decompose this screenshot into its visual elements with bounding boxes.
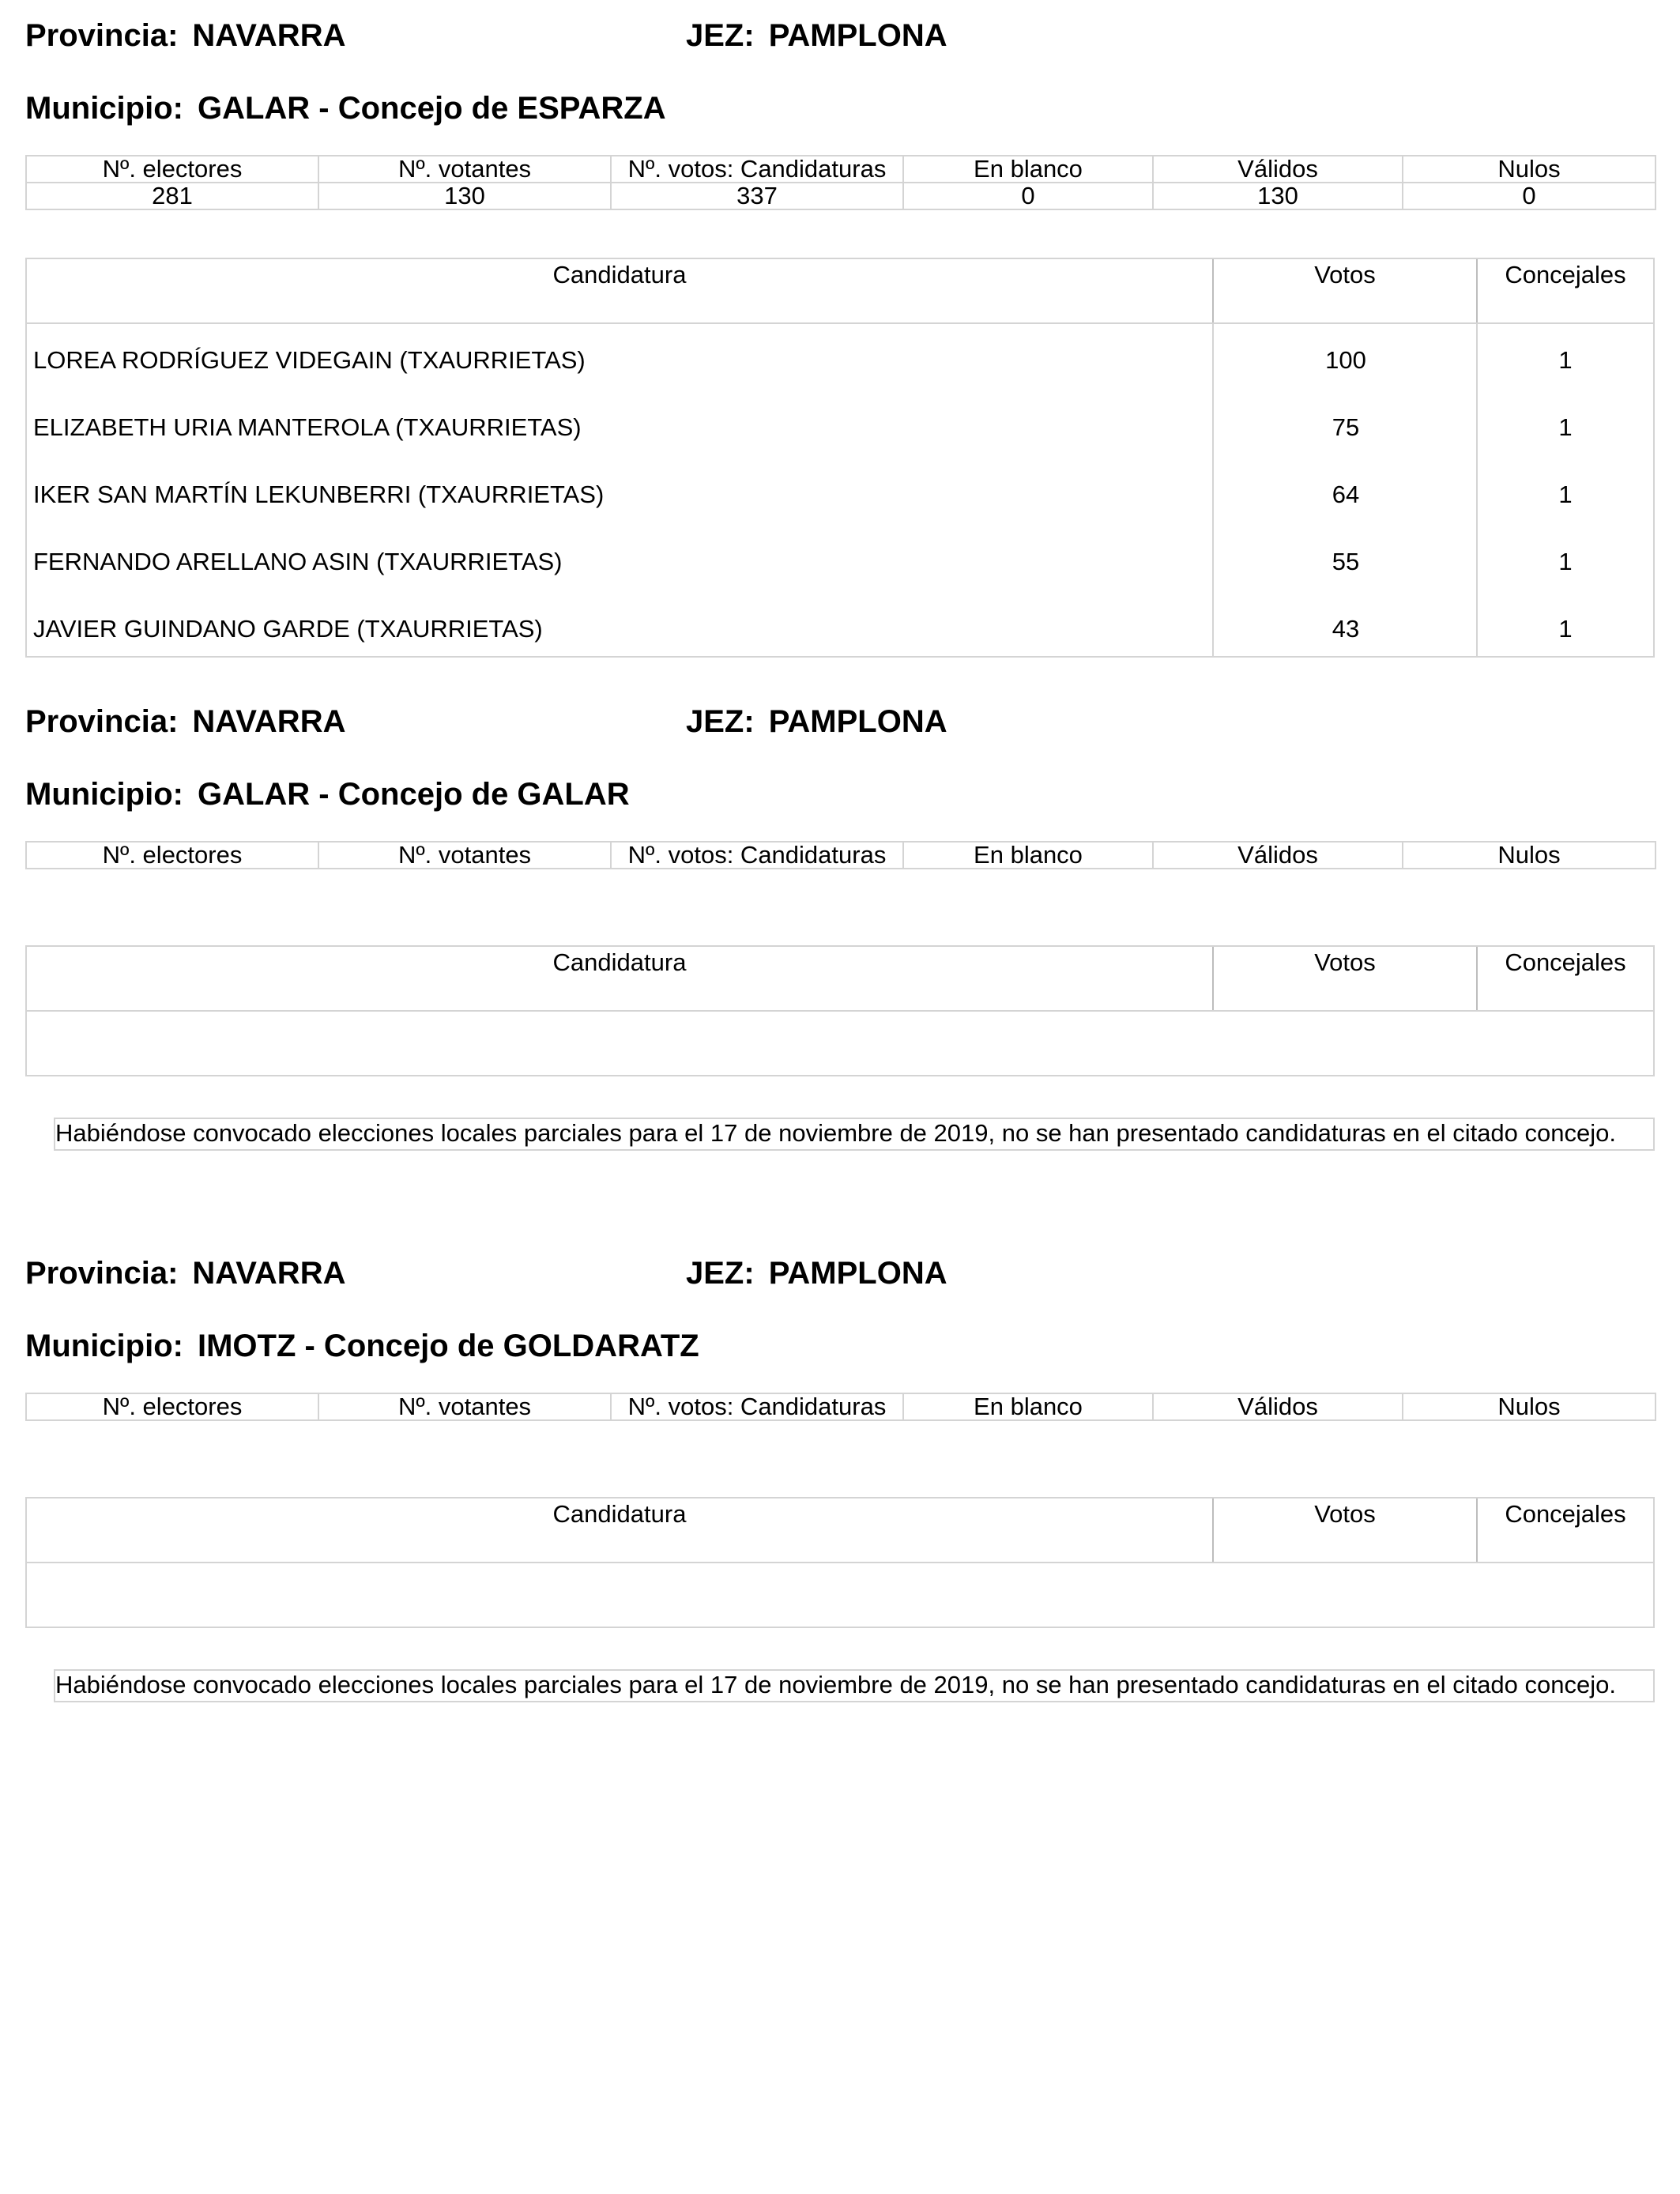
provincia-line <box>25 1253 345 1293</box>
stat-value-votantes: 130 <box>318 183 611 209</box>
candidate-councillors: 1 <box>1558 346 1573 374</box>
candidates-table <box>25 1497 1655 1628</box>
stat-header-validos: Válidos <box>1153 842 1403 869</box>
concejales-header: Concejales <box>1505 948 1626 976</box>
votos-header: Votos <box>1214 1498 1478 1562</box>
no-candidates-note: Habiéndose convocado elecciones locales parciales para el 17 de noviembre de 2019, no se han presentado candidaturas en el citado concejo. <box>54 1669 1655 1702</box>
stat-header-en-blanco: En blanco <box>903 842 1153 869</box>
stat-value-nulos: 0 <box>1403 183 1656 209</box>
section-header <box>25 1253 1655 1293</box>
section-esparza <box>25 16 1655 658</box>
stats-header-row <box>26 1393 1656 1420</box>
candidate-name: LOREA RODRÍGUEZ VIDEGAIN (TXAURRIETAS) <box>33 346 586 374</box>
candidate-councillors: 1 <box>1558 615 1573 643</box>
candidate-row <box>27 526 1653 593</box>
candidates-body-empty <box>27 1012 1653 1076</box>
municipio-label: Municipio: <box>25 1329 183 1363</box>
stats-table <box>25 155 1656 210</box>
provincia-label: Provincia: <box>25 18 179 53</box>
candidate-councillors: 1 <box>1558 548 1573 575</box>
municipio-value: GALAR - Concejo de ESPARZA <box>197 91 666 126</box>
jez-value: PAMPLONA <box>768 18 947 53</box>
stat-header-nulos: Nulos <box>1403 1393 1656 1420</box>
candidate-votes: 64 <box>1332 481 1360 508</box>
jez-label: JEZ: <box>686 18 755 53</box>
no-candidates-note: Habiéndose convocado elecciones locales parciales para el 17 de noviembre de 2019, no se han presentado candidaturas en el citado concejo. <box>54 1118 1655 1151</box>
municipio-label: Municipio: <box>25 777 183 812</box>
candidate-row <box>27 324 1653 391</box>
provincia-label: Provincia: <box>25 1256 179 1291</box>
candidate-row <box>27 458 1653 526</box>
candidate-councillors: 1 <box>1558 481 1573 508</box>
candidate-votes: 75 <box>1332 413 1360 441</box>
stat-header-validos: Válidos <box>1153 156 1403 183</box>
candidate-row <box>27 391 1653 458</box>
stat-header-votantes: Nº. votantes <box>318 156 611 183</box>
stat-header-electores: Nº. electores <box>26 1393 318 1420</box>
candidate-name: FERNANDO ARELLANO ASIN (TXAURRIETAS) <box>33 548 563 575</box>
stat-header-electores: Nº. electores <box>26 842 318 869</box>
stat-value-en-blanco: 0 <box>903 183 1153 209</box>
concejales-header: Concejales <box>1505 261 1626 288</box>
candidate-name: JAVIER GUINDANO GARDE (TXAURRIETAS) <box>33 615 543 643</box>
candidate-name: ELIZABETH URIA MANTEROLA (TXAURRIETAS) <box>33 413 582 441</box>
municipio-label: Municipio: <box>25 91 183 126</box>
stat-header-validos: Válidos <box>1153 1393 1403 1420</box>
stat-value-validos: 130 <box>1153 183 1403 209</box>
concejales-header: Concejales <box>1505 1500 1626 1528</box>
municipio-line <box>25 775 630 814</box>
jez-label: JEZ: <box>686 1256 755 1291</box>
provincia-label: Provincia: <box>25 704 179 739</box>
section-header <box>25 16 1655 55</box>
jez-value: PAMPLONA <box>768 704 947 739</box>
candidate-votes: 55 <box>1332 548 1360 575</box>
votos-header: Votos <box>1214 259 1478 322</box>
stats-table <box>25 841 1656 869</box>
jez-line <box>686 1253 947 1293</box>
stat-header-votos-candidaturas: Nº. votos: Candidaturas <box>611 156 903 183</box>
candidatura-header: Candidatura <box>27 259 1214 322</box>
stats-header-row <box>26 156 1656 183</box>
stat-header-votos-candidaturas: Nº. votos: Candidaturas <box>611 1393 903 1420</box>
votos-header: Votos <box>1214 947 1478 1010</box>
municipio-line <box>25 1326 699 1366</box>
jez-label: JEZ: <box>686 704 755 739</box>
jez-value: PAMPLONA <box>768 1256 947 1291</box>
stat-header-nulos: Nulos <box>1403 842 1656 869</box>
stats-header-row <box>26 842 1656 869</box>
candidates-table <box>25 258 1655 658</box>
candidatura-header: Candidatura <box>27 1498 1214 1562</box>
candidate-votes: 100 <box>1325 346 1366 374</box>
provincia-value: NAVARRA <box>192 704 346 739</box>
stat-header-en-blanco: En blanco <box>903 1393 1153 1420</box>
jez-line <box>686 16 947 55</box>
section-header <box>25 702 1655 741</box>
stat-header-votos-candidaturas: Nº. votos: Candidaturas <box>611 842 903 869</box>
candidate-votes: 43 <box>1332 615 1360 643</box>
stat-value-electores: 281 <box>26 183 318 209</box>
provincia-value: NAVARRA <box>192 18 346 53</box>
stat-header-nulos: Nulos <box>1403 156 1656 183</box>
candidates-header <box>27 947 1653 1012</box>
candidates-header <box>27 1498 1653 1563</box>
municipio-value: IMOTZ - Concejo de GOLDARATZ <box>197 1329 699 1363</box>
stat-header-votantes: Nº. votantes <box>318 842 611 869</box>
provincia-line <box>25 16 345 55</box>
candidates-table <box>25 945 1655 1076</box>
candidatura-header: Candidatura <box>27 947 1214 1010</box>
stats-table <box>25 1393 1656 1421</box>
section-goldaratz <box>25 1253 1655 1728</box>
provincia-value: NAVARRA <box>192 1256 346 1291</box>
stat-header-votantes: Nº. votantes <box>318 1393 611 1420</box>
stats-value-row <box>26 183 1656 209</box>
candidate-name: IKER SAN MARTÍN LEKUNBERRI (TXAURRIETAS) <box>33 481 605 508</box>
stat-header-electores: Nº. electores <box>26 156 318 183</box>
stat-header-en-blanco: En blanco <box>903 156 1153 183</box>
jez-line <box>686 702 947 741</box>
municipio-value: GALAR - Concejo de GALAR <box>197 777 630 812</box>
stat-value-votos-candidaturas: 337 <box>611 183 903 209</box>
candidates-header <box>27 259 1653 324</box>
candidate-row <box>27 593 1653 660</box>
candidates-body-empty <box>27 1563 1653 1628</box>
municipio-line <box>25 89 666 128</box>
candidates-body <box>27 324 1653 658</box>
section-galar <box>25 702 1655 1176</box>
provincia-line <box>25 702 345 741</box>
candidate-councillors: 1 <box>1558 413 1573 441</box>
